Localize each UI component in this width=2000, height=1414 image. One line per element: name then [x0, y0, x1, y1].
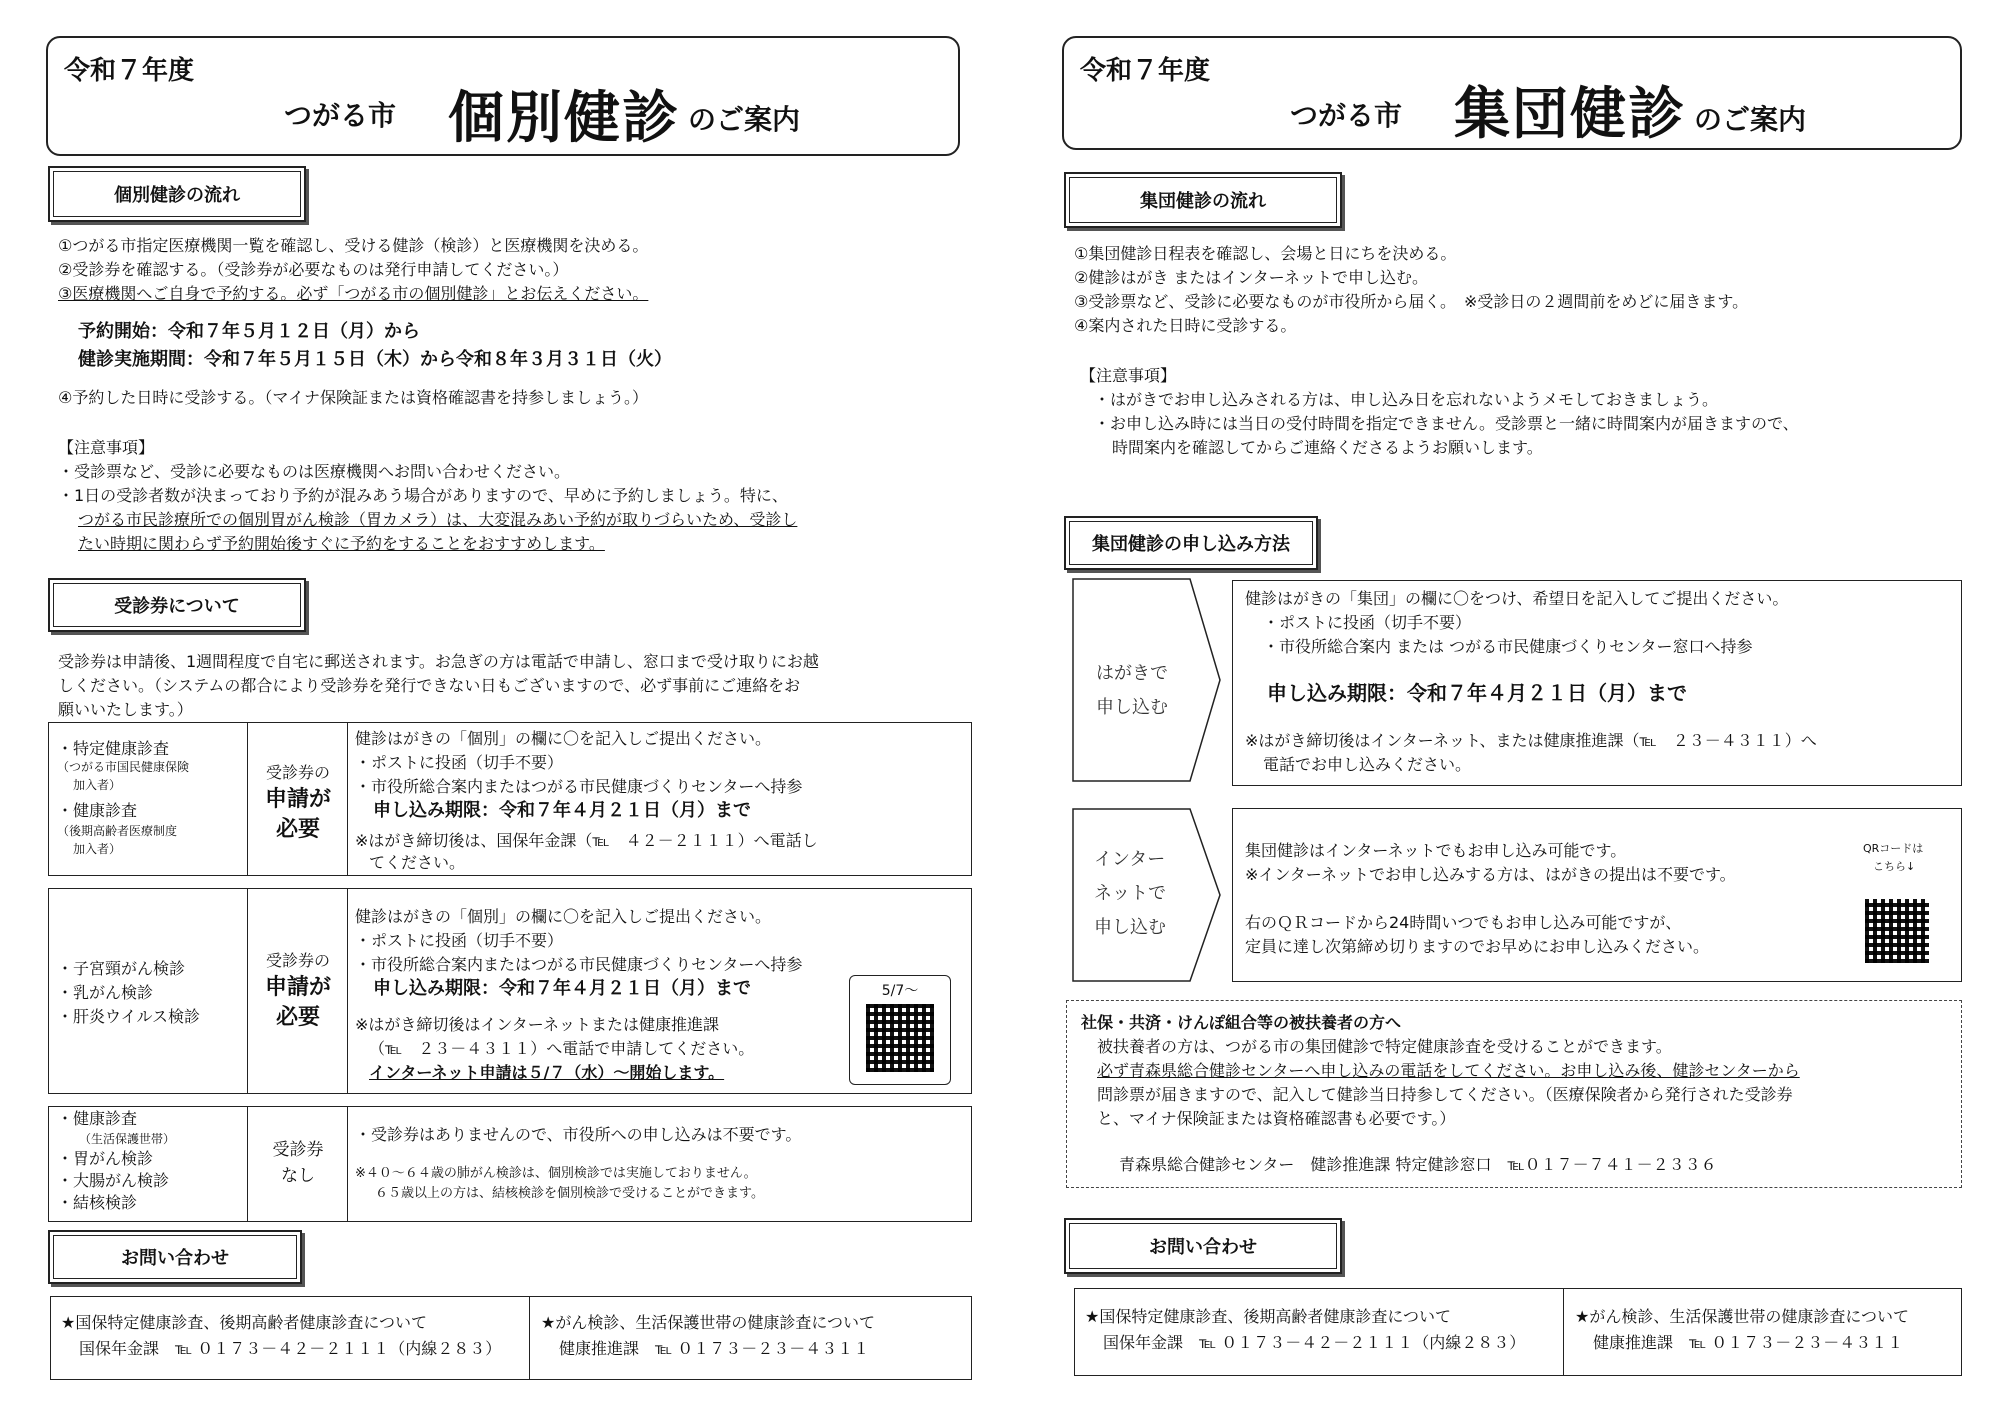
left-title-year: 令和７年度	[64, 56, 195, 86]
postcard-deadline: 申し込み期限：令和７年４月２１日（月）まで	[1267, 681, 1687, 705]
row2-item-2: ・乳がん検診	[57, 983, 154, 1002]
internet-content-box	[1232, 808, 1962, 982]
postcard-line-3: ・市役所総合案内 または つがる市民健康づくりセンター窓口へ持参	[1263, 637, 1753, 656]
right-flow-step-2: ②健診はがき またはインターネットで申し込む。	[1074, 268, 1428, 287]
row2-status-big-1: 申請が	[264, 975, 331, 1000]
right-notes-title: 【注意事項】	[1080, 366, 1177, 385]
row1-line-1: 健診はがきの「個別」の欄に〇を記入しご提出ください。	[355, 729, 772, 748]
row2-qr-code-icon[interactable]	[866, 1004, 934, 1072]
right-note-3: 時間案内を確認してからご連絡くださるようお願いします。	[1112, 438, 1543, 457]
dependents-title: 社保・共済・けんぽ組合等の被扶養者の方へ	[1081, 1013, 1402, 1032]
row3-item-1: ・健康診査	[57, 1109, 138, 1128]
row3-item-2: （生活保護世帯）	[79, 1132, 176, 1146]
left-exam-period: 健診実施期間：令和７年５月１５日（木）から令和８年３月３１日（火）	[78, 349, 672, 370]
left-title-city: つがる市	[284, 99, 397, 132]
left-ticket-intro-2: しください。（システムの都合により受診券を発行できない日もございますので、必ず事前にご連絡をお	[58, 676, 801, 695]
row3-status-top: 受診券	[272, 1140, 324, 1160]
postcard-line-1: 健診はがきの「集団」の欄に〇をつけ、希望日を記入してご提出ください。	[1245, 589, 1789, 608]
row2-line-2: ・ポストに投函（切手不要）	[355, 931, 564, 950]
right-contact-1-title: ★国保特定健康診査、後期高齢者健康診査について	[1085, 1307, 1452, 1326]
right-title-year: 令和７年度	[1080, 56, 1211, 86]
left-flow-step-4: ④予約した日時に受診する。（マイナ保険証または資格確認書を持参しましょう。）	[58, 388, 649, 407]
left-title-tail: のご案内	[688, 103, 801, 136]
left-title-box	[46, 36, 960, 156]
right-title-tail: のご案内	[1694, 103, 1807, 136]
right-contact-box	[1074, 1288, 1962, 1376]
left-notes-title: 【注意事項】	[58, 438, 155, 457]
left-ticket-row-3	[48, 1106, 972, 1222]
dependents-line-4: と、マイナ保険証または資格確認書も必要です。）	[1097, 1109, 1456, 1128]
left-ticket-heading	[48, 578, 306, 632]
internet-line-2: ※インターネットでお申し込みする方は、はがきの提出は不要です。	[1245, 865, 1736, 884]
left-flow-heading	[48, 166, 306, 222]
right-note-2: ・お申し込み時には当日の受付時間を指定できません。受診票と一緒に時間案内が届きますので、	[1094, 414, 1799, 433]
row2-status-top: 受診券の	[265, 951, 330, 970]
row2-line-3: ・市役所総合案内またはつがる市民健康づくりセンターへ持参	[355, 955, 803, 974]
right-title-main: 集団健診	[1454, 82, 1686, 147]
left-note-4: たい時期に関わらず予約開始後すぐに予約をすることをおすすめします。	[78, 534, 605, 553]
left-title-main: 個別健診	[448, 86, 680, 151]
row1-item-5: （後期高齢者医療制度	[57, 824, 178, 838]
row1-line-2: ・ポストに投函（切手不要）	[355, 753, 564, 772]
dependents-line-3: 問診票が届きますので、記入して健診当日持参してください。（医療保険者から発行された受診券	[1097, 1085, 1793, 1104]
postcard-line-2: ・ポストに投函（切手不要）	[1263, 613, 1472, 632]
left-ticket-heading-text: 受診券について	[114, 596, 240, 617]
row1-item-2: （つがる市国民健康保険	[57, 760, 190, 774]
right-contact-heading-text: お問い合わせ	[1149, 1237, 1257, 1258]
row1-item-4: ・健康診査	[57, 801, 138, 820]
right-title-box	[1062, 36, 1962, 150]
row2-qr-box	[849, 975, 951, 1085]
row2-note-3: インターネット申請は５/７（水）～開始します。	[369, 1063, 725, 1082]
internet-label-2: ネットで	[1094, 883, 1166, 904]
dependents-center: 青森県総合健診センター 健診推進課 特定健診窓口 ℡０１７－７４１－２３３６	[1119, 1155, 1717, 1174]
internet-label-1: インター	[1094, 849, 1166, 870]
row3-note-2: ６５歳以上の方は、結核検診を個別検診で受けることができます。	[375, 1186, 764, 1201]
right-contact-heading	[1064, 1218, 1342, 1274]
left-contact-heading	[48, 1230, 302, 1284]
left-contact-2-line: 健康推進課 ℡ ０１７３－２３－４３１１	[559, 1339, 870, 1358]
left-note-3: つがる市民診療所での個別胃がん検診（胃カメラ）は、大変混みあい予約が取りづらいため、受診し	[78, 510, 798, 529]
row2-item-1: ・子宮頸がん検診	[57, 959, 186, 978]
internet-line-5: 定員に達し次第締め切りますのでお早めにお申し込みください。	[1245, 937, 1710, 956]
internet-line-4: 右のＱＲコードから24時間いつでもお申し込み可能ですが、	[1245, 913, 1682, 932]
postcard-note-1: ※はがき締切後はインターネット、または健康推進課（℡ ２３－４３１１）へ	[1245, 731, 1817, 750]
left-note-2: ・1日の受診者数が決まっており予約が混みあう場合がありますので、早めに予約しましょう。特に、	[58, 486, 788, 505]
row3-item-4: ・大腸がん検診	[57, 1171, 170, 1190]
right-apply-heading-text: 集団健診の申し込み方法	[1092, 534, 1290, 555]
postcard-label-2: 申し込む	[1096, 697, 1168, 718]
right-apply-heading	[1064, 516, 1318, 570]
internet-label-3: 申し込む	[1094, 917, 1166, 938]
left-contact-1-line: 国保年金課 ℡ ０１７３－４２－２１１１（内線２８３）	[79, 1339, 502, 1358]
left-contact-1-title: ★国保特定健康診査、後期高齢者健康診査について	[61, 1313, 428, 1332]
postcard-label-1: はがきで	[1096, 663, 1168, 684]
right-contact-1-line: 国保年金課 ℡ ０１７３－４２－２１１１（内線２８３）	[1103, 1333, 1526, 1352]
left-note-1: ・受診票など、受診に必要なものは医療機関へお問い合わせください。	[58, 462, 571, 481]
left-contact-2-title: ★がん検診、生活保護世帯の健康診査について	[541, 1313, 876, 1332]
left-ticket-row-2	[48, 888, 972, 1094]
right-flow-heading-text: 集団健診の流れ	[1140, 191, 1266, 212]
left-contact-box	[50, 1296, 972, 1380]
left-ticket-intro-1: 受診券は申請後、1週間程度で自宅に郵送されます。お急ぎの方は電話で申請し、窓口まで受け取りにお越	[58, 652, 819, 671]
row3-status-bottom: なし	[281, 1166, 315, 1186]
right-flow-step-1: ①集団健診日程表を確認し、会場と日にちを決める。	[1074, 244, 1457, 263]
right-flow-step-3: ③受診票など、受診に必要なものが市役所から届く。 ※受診日の２週間前をめどに届きます。	[1074, 292, 1749, 311]
postcard-content-box	[1232, 580, 1962, 786]
qr-label-2: こちら↓	[1873, 860, 1916, 873]
internet-line-1: 集団健診はインターネットでもお申し込み可能です。	[1245, 841, 1627, 860]
row2-status-big-2: 必要	[275, 1005, 320, 1030]
row3-item-3: ・胃がん検診	[57, 1149, 154, 1168]
row1-item-1: ・特定健康診査	[57, 739, 170, 758]
row1-status-big-1: 申請が	[264, 787, 331, 812]
right-title-city: つがる市	[1290, 99, 1403, 132]
row1-deadline: 申し込み期限：令和７年４月２１日（月）まで	[373, 800, 751, 821]
left-ticket-row-1	[48, 722, 972, 876]
right-flow-step-4: ④案内された日時に受診する。	[1074, 316, 1297, 335]
internet-qr-code-icon[interactable]	[1865, 899, 1929, 963]
left-flow-step-1: ①つがる市指定医療機関一覧を確認し、受ける健診（検診）と医療機関を決める。	[58, 236, 649, 255]
row1-item-6: 加入者）	[73, 842, 122, 856]
left-contact-heading-text: お問い合わせ	[121, 1248, 229, 1269]
row1-status-big-2: 必要	[275, 817, 320, 842]
postcard-note-2: 電話でお申し込みください。	[1263, 755, 1472, 774]
qr-label-1: QRコードは	[1863, 842, 1924, 855]
left-flow-heading-text: 個別健診の流れ	[114, 185, 240, 206]
row2-note-2: （℡ ２３－４３１１）へ電話で申請してください。	[369, 1039, 755, 1058]
row1-status-top: 受診券の	[265, 763, 330, 782]
row3-line: ・受診券はありませんので、市役所への申し込みは不要です。	[355, 1125, 802, 1144]
left-reserve-start: 予約開始：令和７年５月１２日（月）から	[78, 321, 420, 342]
dependents-line-2: 必ず青森県総合健診センターへ申し込みの電話をしてください。お申し込み後、健診センターから	[1097, 1061, 1800, 1080]
row1-note-1: ※はがき締切後は、国保年金課（℡ ４２－２１１１）へ電話し	[355, 831, 818, 850]
row1-note-2: てください。	[369, 853, 466, 872]
right-contact-2-title: ★がん検診、生活保護世帯の健康診査について	[1575, 1307, 1910, 1326]
dependents-line-1: 被扶養者の方は、つがる市の集団健診で特定健康診査を受けることができます。	[1097, 1037, 1672, 1056]
row2-qr-label: 5/7～	[881, 983, 919, 999]
row3-note-1: ※４０～６４歳の肺がん検診は、個別検診では実施しておりません。	[355, 1166, 757, 1181]
right-flow-heading	[1064, 172, 1342, 228]
row2-item-3: ・肝炎ウイルス検診	[57, 1007, 201, 1026]
right-contact-2-line: 健康推進課 ℡ ０１７３－２３－４３１１	[1593, 1333, 1904, 1352]
right-note-1: ・はがきでお申し込みされる方は、申し込み日を忘れないようメモしておきましょう。	[1094, 390, 1719, 409]
row2-line-1: 健診はがきの「個別」の欄に〇を記入しご提出ください。	[355, 907, 772, 926]
row2-deadline: 申し込み期限：令和７年４月２１日（月）まで	[373, 978, 751, 999]
row3-item-5: ・結核検診	[57, 1193, 138, 1212]
row1-item-3: 加入者）	[73, 778, 122, 792]
row2-note-1: ※はがき締切後はインターネットまたは健康推進課	[355, 1015, 719, 1034]
dependents-box	[1066, 1000, 1962, 1188]
left-ticket-intro-3: 願いいたします。）	[58, 700, 193, 719]
left-flow-step-2: ②受診券を確認する。（受診券が必要なものは発行申請してください。）	[58, 260, 569, 279]
row1-line-3: ・市役所総合案内またはつがる市民健康づくりセンターへ持参	[355, 777, 803, 796]
left-flow-step-3: ③医療機関へご自身で予約する。必ず「つがる市の個別健診」とお伝えください。	[58, 284, 649, 303]
